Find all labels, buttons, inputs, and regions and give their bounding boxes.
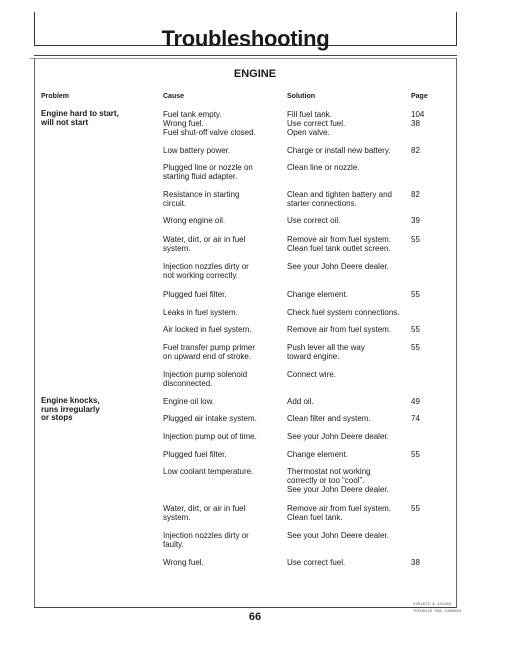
cause-cell: Low battery power. <box>163 146 231 155</box>
solution-cell: Push lever all the way toward engine. <box>287 343 365 361</box>
cause-cell: Injection pump out of time. <box>163 432 257 441</box>
cause-cell: Injection nozzles dirty or not working correctly. <box>163 262 249 280</box>
page-ref-cell: 55 <box>411 325 420 334</box>
page-ref-cell: 104 38 <box>411 110 425 128</box>
solution-cell: See your John Deere dealer. <box>287 531 389 540</box>
section-heading: ENGINE <box>233 68 277 80</box>
column-header-problem: Problem <box>41 93 70 100</box>
cause-cell: Injection pump solenoid disconnected. <box>163 370 248 388</box>
page-ref-cell: 55 <box>411 504 420 513</box>
cause-cell: Plugged air intake system. <box>163 414 257 423</box>
page-ref-cell: 55 <box>411 343 420 352</box>
left-margin-line <box>34 58 35 608</box>
page-ref-cell: 82 <box>411 146 420 155</box>
page-ref-cell: 55 <box>411 290 420 299</box>
cause-cell: Leaks in fuel system. <box>163 308 238 317</box>
problem-label: Engine knocks, runs irregularly or stops <box>41 396 100 422</box>
solution-cell: Connect wire. <box>287 370 336 379</box>
solution-cell: Check fuel system connections. <box>287 308 400 317</box>
page-title: Troubleshooting <box>161 26 330 51</box>
solution-cell: Remove air from fuel system. <box>287 325 392 334</box>
column-header-page: Page <box>411 93 428 100</box>
column-header-solution: Solution <box>287 93 315 100</box>
page-ref-cell: 39 <box>411 216 420 225</box>
document-code: TECH0123 PAS 1300594 <box>413 610 462 614</box>
cause-cell: Water, dirt, or air in fuel system. <box>163 235 246 253</box>
footer-rule <box>34 607 457 608</box>
solution-cell: Change element. <box>287 290 348 299</box>
page-ref-cell: 49 <box>411 397 420 406</box>
page-ref-cell: 74 <box>411 414 420 423</box>
cause-cell: Plugged fuel filter. <box>163 290 227 299</box>
solution-cell: Clean filter and system. <box>287 414 371 423</box>
cause-cell: Engine oil low. <box>163 397 215 406</box>
title-box <box>34 12 457 51</box>
solution-cell: Thermostat not working correctly or too “cool”. See your John Deere dealer. <box>287 467 389 494</box>
top-rule <box>34 55 457 56</box>
problem-label: Engine hard to start, will not start <box>41 109 119 127</box>
solution-cell: Add oil. <box>287 397 314 406</box>
cause-cell: Plugged fuel filter. <box>163 450 227 459</box>
page-number: 66 <box>248 611 262 623</box>
cause-cell: Wrong engine oil. <box>163 216 226 225</box>
cause-cell: Fuel tank empty. Wrong fuel. Fuel shut-off valve closed. <box>163 110 256 137</box>
cause-cell: Injection nozzles dirty or faulty. <box>163 531 249 549</box>
cause-cell: Water, dirt, or air in fuel system. <box>163 504 246 522</box>
top-rule-secondary <box>30 58 457 59</box>
column-header-cause: Cause <box>163 93 185 100</box>
solution-cell: Remove air from fuel system. Clean fuel tank. <box>287 504 392 522</box>
solution-cell: See your John Deere dealer. <box>287 432 389 441</box>
solution-cell: See your John Deere dealer. <box>287 262 389 271</box>
right-margin-line <box>456 58 457 608</box>
page-ref-cell: 38 <box>411 558 420 567</box>
solution-cell: Change element. <box>287 450 348 459</box>
cause-cell: Fuel transfer pump primer on upward end of stroke. <box>163 343 256 361</box>
cause-cell: Air locked in fuel system. <box>163 325 252 334</box>
cause-cell: Resistance in starting circuit. <box>163 190 240 208</box>
solution-cell: Remove air from fuel system. Clean fuel tank outlet screen. <box>287 235 392 253</box>
solution-cell: Clean and tighten battery and starter connections. <box>287 190 392 208</box>
solution-cell: Fill fuel tank. Use correct fuel. Open valve. <box>287 110 346 137</box>
page-ref-cell: 55 <box>411 450 420 459</box>
solution-cell: Clean line or nozzle. <box>287 163 360 172</box>
solution-cell: Charge or install new battery. <box>287 146 391 155</box>
solution-cell: Use correct fuel. <box>287 558 346 567</box>
cause-cell: Wrong fuel. <box>163 558 204 567</box>
page-ref-cell: 55 <box>411 235 420 244</box>
solution-cell: Use correct oil. <box>287 216 341 225</box>
document-code: V201673 A 131994 <box>413 603 452 607</box>
cause-cell: Plugged line or nozzle on starting fluid adapter. <box>163 163 253 181</box>
page-ref-cell: 82 <box>411 190 420 199</box>
cause-cell: Low coolant temperature. <box>163 467 254 476</box>
